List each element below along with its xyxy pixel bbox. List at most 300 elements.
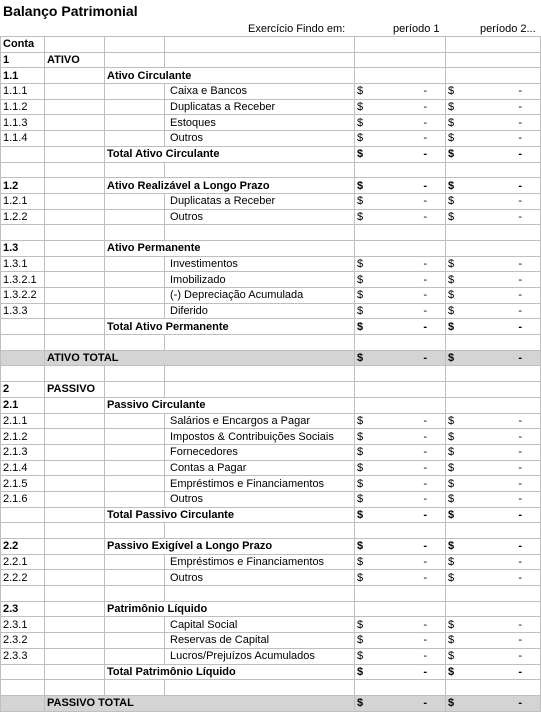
account-code-cell[interactable] [1, 162, 45, 178]
cell[interactable] [45, 256, 105, 272]
currency-cell-period-2[interactable] [446, 601, 468, 617]
value-cell-period-1[interactable] [377, 617, 446, 633]
currency-cell-period-2[interactable] [446, 664, 468, 680]
currency-cell-period-1[interactable] [355, 664, 377, 680]
cell[interactable] [45, 601, 105, 617]
value-cell-period-2[interactable] [468, 460, 541, 476]
account-code-cell[interactable] [1, 601, 45, 617]
value-cell-period-2[interactable] [468, 617, 541, 633]
item-label-cell[interactable] [165, 491, 355, 507]
value-cell-period-2[interactable] [468, 507, 541, 523]
currency-cell-period-2[interactable] [446, 303, 468, 319]
currency-cell-period-1[interactable] [355, 460, 377, 476]
account-code-cell[interactable] [1, 491, 45, 507]
cell[interactable] [165, 523, 355, 539]
cell[interactable] [105, 193, 165, 209]
cell[interactable] [105, 52, 165, 68]
currency-cell-period-1[interactable] [355, 162, 377, 178]
cell[interactable] [45, 413, 105, 429]
currency-cell-period-2[interactable] [446, 256, 468, 272]
currency-cell-period-1[interactable] [355, 539, 377, 555]
value-cell-period-1[interactable] [377, 554, 446, 570]
account-code-cell[interactable] [1, 476, 45, 492]
cell[interactable] [45, 491, 105, 507]
cell[interactable] [468, 37, 541, 53]
account-code-cell[interactable] [1, 397, 45, 413]
account-code-cell[interactable] [1, 617, 45, 633]
group-label-cell[interactable] [105, 539, 355, 555]
account-code-cell[interactable] [1, 695, 45, 711]
currency-cell-period-1[interactable] [355, 601, 377, 617]
currency-cell-period-1[interactable] [355, 84, 377, 100]
cell[interactable] [45, 288, 105, 304]
currency-cell-period-1[interactable] [355, 586, 377, 602]
value-cell-period-1[interactable] [377, 523, 446, 539]
item-label-cell[interactable] [165, 476, 355, 492]
group-label-cell[interactable] [105, 178, 355, 194]
currency-cell-period-1[interactable] [355, 319, 377, 335]
account-code-cell[interactable] [1, 335, 45, 351]
cell[interactable] [45, 209, 105, 225]
currency-cell-period-1[interactable] [355, 115, 377, 131]
currency-cell-period-1[interactable] [355, 131, 377, 147]
cell[interactable] [45, 146, 105, 162]
value-cell-period-2[interactable] [468, 272, 541, 288]
cell[interactable] [105, 523, 165, 539]
cell[interactable] [105, 617, 165, 633]
cell[interactable] [105, 288, 165, 304]
item-label-cell[interactable] [165, 460, 355, 476]
currency-cell-period-1[interactable] [355, 99, 377, 115]
cell[interactable] [45, 460, 105, 476]
cell[interactable] [105, 554, 165, 570]
value-cell-period-1[interactable] [377, 68, 446, 84]
cell[interactable] [165, 586, 355, 602]
value-cell-period-2[interactable] [468, 413, 541, 429]
value-cell-period-1[interactable] [377, 335, 446, 351]
value-cell-period-2[interactable] [468, 193, 541, 209]
cell[interactable] [45, 570, 105, 586]
currency-cell-period-1[interactable] [355, 225, 377, 241]
currency-cell-period-2[interactable] [446, 84, 468, 100]
value-cell-period-1[interactable] [377, 570, 446, 586]
cell[interactable] [45, 523, 105, 539]
value-cell-period-2[interactable] [468, 209, 541, 225]
cell[interactable] [105, 272, 165, 288]
cell[interactable] [45, 429, 105, 445]
account-code-cell[interactable] [1, 586, 45, 602]
item-label-cell[interactable] [165, 115, 355, 131]
cell[interactable] [165, 350, 355, 366]
value-cell-period-1[interactable] [377, 146, 446, 162]
cell[interactable] [105, 99, 165, 115]
value-cell-period-1[interactable] [377, 178, 446, 194]
currency-cell-period-2[interactable] [446, 240, 468, 256]
value-cell-period-2[interactable] [468, 664, 541, 680]
cell[interactable] [45, 178, 105, 194]
value-cell-period-1[interactable] [377, 680, 446, 696]
cell[interactable] [45, 319, 105, 335]
value-cell-period-2[interactable] [468, 695, 541, 711]
value-cell-period-2[interactable] [468, 288, 541, 304]
cell[interactable] [105, 131, 165, 147]
cell[interactable] [165, 366, 355, 382]
cell[interactable] [165, 680, 355, 696]
value-cell-period-1[interactable] [377, 695, 446, 711]
currency-cell-period-2[interactable] [446, 209, 468, 225]
value-cell-period-2[interactable] [468, 570, 541, 586]
currency-cell-period-1[interactable] [355, 178, 377, 194]
value-cell-period-2[interactable] [468, 539, 541, 555]
item-label-cell[interactable] [165, 193, 355, 209]
value-cell-period-2[interactable] [468, 335, 541, 351]
cell[interactable] [45, 633, 105, 649]
value-cell-period-2[interactable] [468, 68, 541, 84]
value-cell-period-1[interactable] [377, 319, 446, 335]
group-label-cell[interactable] [105, 240, 355, 256]
item-label-cell[interactable] [165, 413, 355, 429]
value-cell-period-1[interactable] [377, 633, 446, 649]
group-label-cell[interactable] [105, 664, 355, 680]
value-cell-period-1[interactable] [377, 225, 446, 241]
cell[interactable] [45, 68, 105, 84]
value-cell-period-2[interactable] [468, 115, 541, 131]
currency-cell-period-2[interactable] [446, 193, 468, 209]
currency-cell-period-1[interactable] [355, 648, 377, 664]
cell[interactable] [45, 272, 105, 288]
value-cell-period-2[interactable] [468, 523, 541, 539]
value-cell-period-2[interactable] [468, 554, 541, 570]
currency-cell-period-1[interactable] [355, 429, 377, 445]
value-cell-period-1[interactable] [377, 209, 446, 225]
cell[interactable] [355, 37, 377, 53]
value-cell-period-2[interactable] [468, 491, 541, 507]
currency-cell-period-1[interactable] [355, 240, 377, 256]
cell[interactable] [45, 476, 105, 492]
currency-cell-period-1[interactable] [355, 680, 377, 696]
currency-cell-period-2[interactable] [446, 350, 468, 366]
currency-cell-period-2[interactable] [446, 52, 468, 68]
value-cell-period-2[interactable] [468, 366, 541, 382]
account-code-cell[interactable] [1, 256, 45, 272]
cell[interactable] [105, 37, 165, 53]
cell[interactable] [45, 99, 105, 115]
cell[interactable] [45, 397, 105, 413]
currency-cell-period-1[interactable] [355, 617, 377, 633]
account-code-cell[interactable] [1, 633, 45, 649]
currency-cell-period-2[interactable] [446, 115, 468, 131]
cell[interactable] [45, 37, 105, 53]
cell[interactable] [165, 37, 355, 53]
currency-cell-period-1[interactable] [355, 491, 377, 507]
currency-cell-period-2[interactable] [446, 68, 468, 84]
item-label-cell[interactable] [165, 84, 355, 100]
account-code-cell[interactable] [1, 52, 45, 68]
currency-cell-period-1[interactable] [355, 476, 377, 492]
value-cell-period-1[interactable] [377, 193, 446, 209]
currency-cell-period-2[interactable] [446, 507, 468, 523]
value-cell-period-1[interactable] [377, 397, 446, 413]
cell[interactable] [105, 491, 165, 507]
value-cell-period-1[interactable] [377, 115, 446, 131]
account-code-cell[interactable] [1, 444, 45, 460]
value-cell-period-1[interactable] [377, 162, 446, 178]
cell[interactable] [165, 382, 355, 398]
value-cell-period-2[interactable] [468, 99, 541, 115]
cell[interactable] [45, 225, 105, 241]
currency-cell-period-2[interactable] [446, 429, 468, 445]
currency-cell-period-1[interactable] [355, 350, 377, 366]
value-cell-period-1[interactable] [377, 491, 446, 507]
cell[interactable] [105, 460, 165, 476]
currency-cell-period-2[interactable] [446, 131, 468, 147]
value-cell-period-2[interactable] [468, 397, 541, 413]
cell[interactable] [45, 335, 105, 351]
cell[interactable] [105, 256, 165, 272]
cell[interactable] [45, 131, 105, 147]
account-code-cell[interactable] [1, 570, 45, 586]
item-label-cell[interactable] [165, 570, 355, 586]
currency-cell-period-2[interactable] [446, 366, 468, 382]
account-code-cell[interactable] [1, 209, 45, 225]
value-cell-period-2[interactable] [468, 382, 541, 398]
cell[interactable] [105, 570, 165, 586]
value-cell-period-1[interactable] [377, 382, 446, 398]
account-code-cell[interactable] [1, 429, 45, 445]
cell[interactable] [105, 586, 165, 602]
currency-cell-period-2[interactable] [446, 382, 468, 398]
currency-cell-period-1[interactable] [355, 397, 377, 413]
currency-cell-period-1[interactable] [355, 633, 377, 649]
value-cell-period-1[interactable] [377, 52, 446, 68]
item-label-cell[interactable] [165, 554, 355, 570]
cell[interactable] [45, 115, 105, 131]
value-cell-period-1[interactable] [377, 507, 446, 523]
cell[interactable] [45, 554, 105, 570]
value-cell-period-2[interactable] [468, 444, 541, 460]
value-cell-period-2[interactable] [468, 131, 541, 147]
cell[interactable] [105, 84, 165, 100]
account-code-cell[interactable] [1, 131, 45, 147]
item-label-cell[interactable] [165, 256, 355, 272]
currency-cell-period-2[interactable] [446, 397, 468, 413]
value-cell-period-1[interactable] [377, 99, 446, 115]
currency-cell-period-1[interactable] [355, 413, 377, 429]
cell[interactable] [45, 84, 105, 100]
currency-cell-period-1[interactable] [355, 554, 377, 570]
group-label-cell[interactable] [105, 68, 355, 84]
account-code-cell[interactable] [1, 413, 45, 429]
account-code-cell[interactable] [1, 178, 45, 194]
value-cell-period-1[interactable] [377, 664, 446, 680]
value-cell-period-1[interactable] [377, 272, 446, 288]
cell[interactable] [105, 413, 165, 429]
value-cell-period-1[interactable] [377, 429, 446, 445]
value-cell-period-2[interactable] [468, 680, 541, 696]
item-label-cell[interactable] [165, 99, 355, 115]
currency-cell-period-1[interactable] [355, 303, 377, 319]
cell[interactable] [45, 617, 105, 633]
account-code-cell[interactable] [1, 146, 45, 162]
item-label-cell[interactable] [165, 131, 355, 147]
item-label-cell[interactable] [165, 617, 355, 633]
group-label-cell[interactable] [105, 601, 355, 617]
currency-cell-period-2[interactable] [446, 695, 468, 711]
value-cell-period-2[interactable] [468, 178, 541, 194]
cell[interactable] [45, 648, 105, 664]
currency-cell-period-2[interactable] [446, 617, 468, 633]
currency-cell-period-2[interactable] [446, 570, 468, 586]
item-label-cell[interactable] [165, 648, 355, 664]
account-code-cell[interactable] [1, 664, 45, 680]
currency-cell-period-2[interactable] [446, 413, 468, 429]
value-cell-period-1[interactable] [377, 131, 446, 147]
currency-cell-period-1[interactable] [355, 256, 377, 272]
value-cell-period-2[interactable] [468, 240, 541, 256]
currency-cell-period-2[interactable] [446, 460, 468, 476]
value-cell-period-1[interactable] [377, 303, 446, 319]
group-label-cell[interactable] [105, 146, 355, 162]
value-cell-period-2[interactable] [468, 84, 541, 100]
cell[interactable] [165, 162, 355, 178]
cell[interactable] [45, 162, 105, 178]
cell[interactable] [105, 648, 165, 664]
value-cell-period-1[interactable] [377, 366, 446, 382]
value-cell-period-2[interactable] [468, 476, 541, 492]
cell[interactable] [45, 366, 105, 382]
account-code-cell[interactable] [1, 648, 45, 664]
item-label-cell[interactable] [165, 209, 355, 225]
item-label-cell[interactable] [165, 288, 355, 304]
currency-cell-period-1[interactable] [355, 382, 377, 398]
item-label-cell[interactable] [165, 429, 355, 445]
currency-cell-period-2[interactable] [446, 554, 468, 570]
value-cell-period-1[interactable] [377, 476, 446, 492]
currency-cell-period-1[interactable] [355, 507, 377, 523]
cell[interactable] [165, 695, 355, 711]
cell[interactable] [45, 444, 105, 460]
currency-cell-period-1[interactable] [355, 288, 377, 304]
value-cell-period-2[interactable] [468, 633, 541, 649]
value-cell-period-1[interactable] [377, 413, 446, 429]
account-code-cell[interactable] [1, 303, 45, 319]
cell[interactable] [45, 193, 105, 209]
cell[interactable] [45, 586, 105, 602]
currency-cell-period-1[interactable] [355, 335, 377, 351]
cell[interactable] [446, 37, 468, 53]
account-code-cell[interactable] [1, 319, 45, 335]
cell[interactable] [105, 303, 165, 319]
group-label-cell[interactable] [105, 319, 355, 335]
value-cell-period-1[interactable] [377, 240, 446, 256]
group-label-cell[interactable] [105, 397, 355, 413]
currency-cell-period-2[interactable] [446, 225, 468, 241]
cell[interactable] [105, 115, 165, 131]
currency-cell-period-1[interactable] [355, 52, 377, 68]
currency-cell-period-1[interactable] [355, 146, 377, 162]
value-cell-period-1[interactable] [377, 256, 446, 272]
value-cell-period-1[interactable] [377, 601, 446, 617]
currency-cell-period-2[interactable] [446, 319, 468, 335]
currency-cell-period-2[interactable] [446, 444, 468, 460]
cell[interactable] [45, 664, 105, 680]
account-code-cell[interactable] [1, 460, 45, 476]
account-code-cell[interactable] [1, 115, 45, 131]
cell[interactable] [45, 680, 105, 696]
cell[interactable] [105, 476, 165, 492]
cell[interactable] [165, 335, 355, 351]
section-label-cell[interactable] [45, 350, 119, 366]
value-cell-period-1[interactable] [377, 460, 446, 476]
cell[interactable] [105, 225, 165, 241]
value-cell-period-2[interactable] [468, 162, 541, 178]
cell[interactable] [45, 507, 105, 523]
cell[interactable] [105, 162, 165, 178]
item-label-cell[interactable] [165, 444, 355, 460]
account-code-cell[interactable] [1, 539, 45, 555]
currency-cell-period-1[interactable] [355, 695, 377, 711]
cell[interactable] [45, 539, 105, 555]
currency-cell-period-2[interactable] [446, 680, 468, 696]
currency-cell-period-1[interactable] [355, 570, 377, 586]
account-code-cell[interactable] [1, 288, 45, 304]
cell[interactable] [105, 444, 165, 460]
section-label-cell[interactable] [45, 695, 134, 711]
cell[interactable] [45, 240, 105, 256]
value-cell-period-1[interactable] [377, 539, 446, 555]
currency-cell-period-1[interactable] [355, 523, 377, 539]
value-cell-period-2[interactable] [468, 601, 541, 617]
cell[interactable] [165, 52, 355, 68]
account-code-cell[interactable] [1, 225, 45, 241]
account-code-cell[interactable] [1, 193, 45, 209]
value-cell-period-1[interactable] [377, 586, 446, 602]
cell[interactable] [105, 429, 165, 445]
currency-cell-period-2[interactable] [446, 99, 468, 115]
value-cell-period-1[interactable] [377, 288, 446, 304]
currency-cell-period-2[interactable] [446, 633, 468, 649]
currency-cell-period-2[interactable] [446, 146, 468, 162]
value-cell-period-1[interactable] [377, 84, 446, 100]
value-cell-period-1[interactable] [377, 350, 446, 366]
currency-cell-period-1[interactable] [355, 444, 377, 460]
account-code-cell[interactable] [1, 84, 45, 100]
cell[interactable] [105, 680, 165, 696]
value-cell-period-2[interactable] [468, 648, 541, 664]
item-label-cell[interactable] [165, 633, 355, 649]
account-code-cell[interactable] [1, 272, 45, 288]
value-cell-period-2[interactable] [468, 146, 541, 162]
value-cell-period-2[interactable] [468, 319, 541, 335]
account-code-cell[interactable] [1, 680, 45, 696]
account-code-cell[interactable] [1, 99, 45, 115]
currency-cell-period-2[interactable] [446, 491, 468, 507]
value-cell-period-2[interactable] [468, 586, 541, 602]
account-code-cell[interactable] [1, 523, 45, 539]
cell[interactable] [377, 37, 446, 53]
value-cell-period-2[interactable] [468, 350, 541, 366]
column-header-conta[interactable]: Conta [1, 37, 45, 53]
cell[interactable] [105, 335, 165, 351]
account-code-cell[interactable] [1, 554, 45, 570]
cell[interactable] [105, 209, 165, 225]
value-cell-period-2[interactable] [468, 429, 541, 445]
item-label-cell[interactable] [165, 303, 355, 319]
cell[interactable] [45, 303, 105, 319]
account-code-cell[interactable] [1, 240, 45, 256]
value-cell-period-2[interactable] [468, 256, 541, 272]
currency-cell-period-1[interactable] [355, 193, 377, 209]
